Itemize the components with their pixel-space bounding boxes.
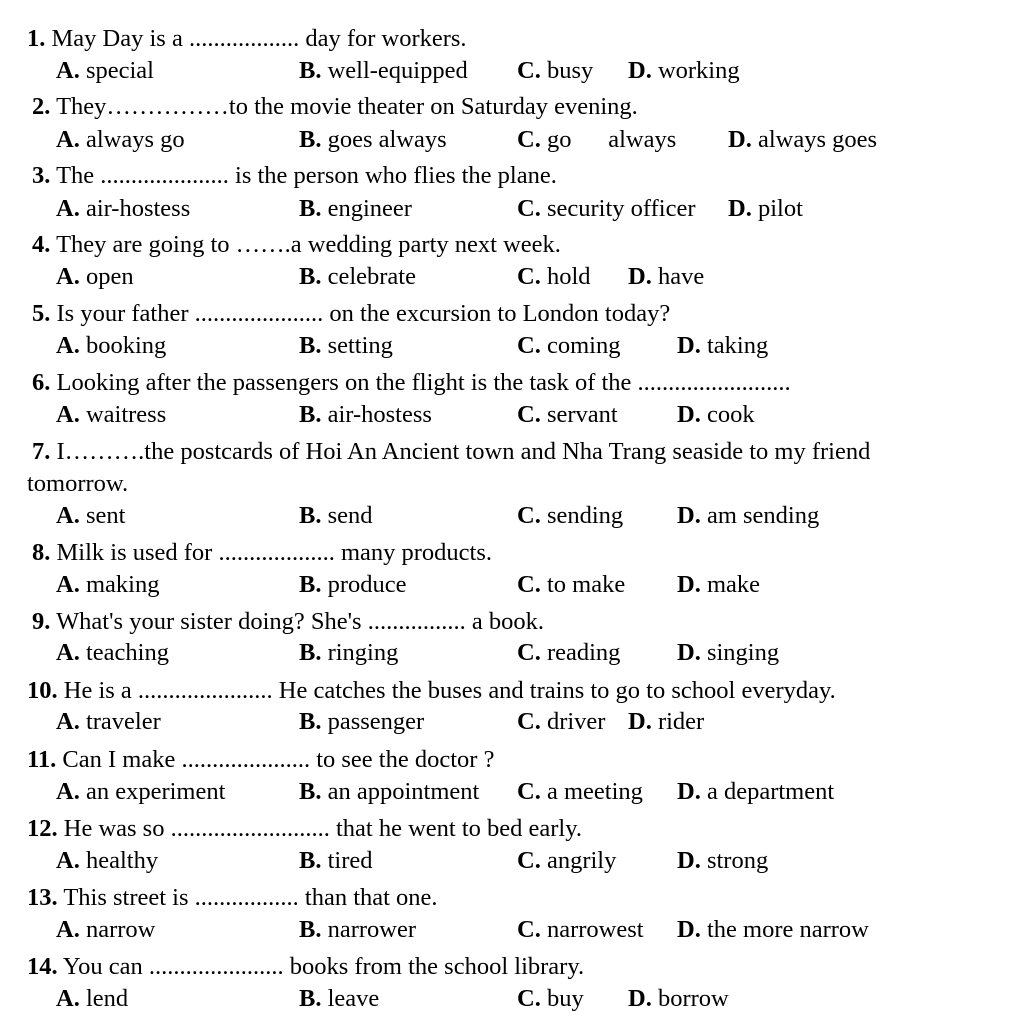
question-text: What's your sister doing? She's ................ a book.	[56, 608, 544, 635]
option-a[interactable]	[56, 128, 185, 153]
option-letter: B.	[299, 263, 322, 290]
option-a[interactable]	[56, 918, 155, 943]
option-b[interactable]	[299, 334, 393, 359]
option-text: a meeting	[546, 778, 643, 805]
option-text: booking	[85, 332, 167, 359]
option-text: narrow	[85, 916, 156, 943]
option-letter: B.	[299, 708, 322, 735]
option-text: hold	[546, 263, 591, 290]
option-c[interactable]	[517, 780, 643, 805]
question-text: You can ...................... books from the school library.	[62, 953, 585, 980]
option-d[interactable]	[677, 573, 760, 598]
option-b[interactable]	[299, 504, 373, 529]
option-d[interactable]	[677, 403, 755, 428]
option-letter: A.	[56, 778, 80, 805]
option-text: to make	[546, 571, 626, 598]
option-letter: D.	[677, 847, 701, 874]
question-number: 3.	[32, 162, 51, 189]
option-letter: D.	[677, 401, 701, 428]
option-text: an experiment	[85, 778, 226, 805]
question-6	[32, 371, 791, 396]
option-text: driver	[546, 708, 606, 735]
option-letter: D.	[628, 57, 652, 84]
option-c[interactable]	[517, 334, 620, 359]
question-text: I……….the postcards of Hoi An Ancient town and Nha Trang seaside to my friend	[56, 438, 871, 465]
option-text: always goes	[757, 126, 878, 153]
question-text: They……………to the movie theater on Saturday evening.	[56, 93, 638, 120]
option-letter: D.	[677, 639, 701, 666]
question-1	[27, 27, 467, 52]
option-text: setting	[327, 332, 393, 359]
option-d[interactable]	[628, 987, 729, 1012]
option-letter: A.	[56, 401, 80, 428]
option-c[interactable]	[517, 265, 591, 290]
option-text: produce	[327, 571, 407, 598]
option-d[interactable]	[677, 641, 779, 666]
question-number: 1.	[27, 25, 46, 52]
question-2	[32, 95, 638, 120]
option-letter: C.	[517, 126, 541, 153]
option-letter: B.	[299, 332, 322, 359]
option-text: well-equipped	[327, 57, 468, 84]
option-text: singing	[706, 639, 780, 666]
option-text: taking	[706, 332, 769, 359]
option-d[interactable]	[677, 849, 768, 874]
option-b[interactable]	[299, 987, 379, 1012]
question-3	[32, 164, 557, 189]
option-letter: C.	[517, 332, 541, 359]
option-letter: B.	[299, 502, 322, 529]
option-letter: C.	[517, 916, 541, 943]
option-letter: C.	[517, 263, 541, 290]
option-text: traveler	[85, 708, 161, 735]
option-letter: B.	[299, 57, 322, 84]
option-d[interactable]	[677, 334, 768, 359]
option-letter: B.	[299, 401, 322, 428]
option-text: busy	[546, 57, 594, 84]
question-text: This street is ................. than that one.	[63, 884, 438, 911]
option-letter: C.	[517, 708, 541, 735]
option-c[interactable]	[517, 573, 625, 598]
option-a[interactable]	[56, 334, 166, 359]
option-text: the more narrow	[706, 916, 869, 943]
option-text: strong	[706, 847, 769, 874]
option-letter: A.	[56, 847, 80, 874]
option-text: always go	[85, 126, 185, 153]
option-letter: C.	[517, 847, 541, 874]
option-text: security officer	[546, 195, 696, 222]
option-letter: A.	[56, 263, 80, 290]
question-text: He is a ...................... He catches the buses and trains to go to school everyday.	[63, 677, 836, 704]
option-c[interactable]	[517, 403, 618, 428]
option-text: teaching	[85, 639, 169, 666]
option-letter: B.	[299, 195, 322, 222]
question-10	[27, 679, 836, 704]
option-letter: D.	[728, 195, 752, 222]
option-letter: D.	[628, 263, 652, 290]
option-text: servant	[546, 401, 618, 428]
option-d[interactable]	[628, 710, 704, 735]
option-a[interactable]	[56, 849, 158, 874]
question-text: Can I make ..................... to see the doctor ?	[62, 746, 495, 773]
option-text: buy	[546, 985, 584, 1012]
option-a[interactable]	[56, 265, 134, 290]
question-text: He was so .......................... that he went to bed early.	[63, 815, 582, 842]
question-14	[27, 955, 584, 980]
question-text: May Day is a .................. day for workers.	[51, 25, 467, 52]
option-text: open	[85, 263, 134, 290]
option-letter: D.	[628, 708, 652, 735]
option-d[interactable]	[628, 59, 740, 84]
option-b[interactable]	[299, 710, 424, 735]
option-letter: C.	[517, 57, 541, 84]
option-letter: C.	[517, 571, 541, 598]
option-text: have	[657, 263, 705, 290]
option-c[interactable]	[517, 710, 605, 735]
option-a[interactable]	[56, 987, 128, 1012]
option-text: celebrate	[327, 263, 416, 290]
question-number: 2.	[32, 93, 51, 120]
option-text: sent	[85, 502, 126, 529]
option-letter: A.	[56, 639, 80, 666]
option-letter: B.	[299, 985, 322, 1012]
option-a[interactable]	[56, 710, 161, 735]
option-letter: C.	[517, 502, 541, 529]
option-letter: A.	[56, 916, 80, 943]
option-c[interactable]	[517, 128, 676, 153]
option-letter: D.	[677, 502, 701, 529]
option-letter: A.	[56, 985, 80, 1012]
option-letter: B.	[299, 916, 322, 943]
question-text: Is your father ..................... on the excursion to London today?	[56, 300, 671, 327]
option-letter: B.	[299, 126, 322, 153]
question-text: Looking after the passengers on the flight is the task of the .........................	[56, 369, 791, 396]
option-text: coming	[546, 332, 621, 359]
option-text: rider	[657, 708, 705, 735]
option-letter: A.	[56, 332, 80, 359]
option-text: angrily	[546, 847, 617, 874]
option-d[interactable]	[728, 197, 803, 222]
option-a[interactable]	[56, 573, 159, 598]
question-5	[32, 302, 670, 327]
option-text: sending	[546, 502, 624, 529]
question-number: 12.	[27, 815, 58, 842]
option-letter: A.	[56, 571, 80, 598]
option-d[interactable]	[677, 504, 819, 529]
option-d[interactable]	[677, 918, 869, 943]
question-number: 9.	[32, 608, 51, 635]
option-d[interactable]	[728, 128, 877, 153]
option-letter: D.	[677, 332, 701, 359]
question-4	[32, 233, 561, 258]
option-letter: C.	[517, 985, 541, 1012]
option-letter: A.	[56, 195, 80, 222]
option-a[interactable]	[56, 780, 225, 805]
option-a[interactable]	[56, 504, 125, 529]
question-number: 14.	[27, 953, 58, 980]
option-text: special	[85, 57, 154, 84]
question-number: 7.	[32, 438, 51, 465]
option-text: working	[657, 57, 740, 84]
question-text: The ..................... is the person who flies the plane.	[56, 162, 557, 189]
option-c[interactable]	[517, 197, 695, 222]
option-b[interactable]	[299, 59, 468, 84]
option-text: engineer	[327, 195, 412, 222]
option-letter: C.	[517, 401, 541, 428]
option-a[interactable]	[56, 403, 166, 428]
question-number: 11.	[27, 746, 57, 773]
question-number: 6.	[32, 369, 51, 396]
option-text: ringing	[327, 639, 399, 666]
question-text: They are going to …….a wedding party next week.	[56, 231, 561, 258]
option-text: narrower	[327, 916, 417, 943]
option-letter: A.	[56, 57, 80, 84]
option-letter: B.	[299, 571, 322, 598]
option-b[interactable]	[299, 918, 416, 943]
option-b[interactable]	[299, 403, 432, 428]
option-text: air-hostess	[327, 401, 432, 428]
option-letter: A.	[56, 708, 80, 735]
question-text: Milk is used for ................... many products.	[56, 539, 493, 566]
option-text: pilot	[757, 195, 803, 222]
option-text: borrow	[657, 985, 729, 1012]
question-number: 4.	[32, 231, 51, 258]
option-letter: A.	[56, 502, 80, 529]
option-c[interactable]	[517, 918, 644, 943]
option-b[interactable]	[299, 265, 416, 290]
option-text: reading	[546, 639, 621, 666]
option-a[interactable]	[56, 641, 169, 666]
option-text: narrowest	[546, 916, 644, 943]
option-letter: B.	[299, 847, 322, 874]
option-text: cook	[706, 401, 755, 428]
option-d[interactable]	[628, 265, 704, 290]
option-text: healthy	[85, 847, 159, 874]
question-number: 8.	[32, 539, 51, 566]
option-text: tired	[327, 847, 373, 874]
option-text: make	[706, 571, 761, 598]
option-b[interactable]	[299, 573, 407, 598]
option-b[interactable]	[299, 849, 373, 874]
option-text: am sending	[706, 502, 820, 529]
question-13	[27, 886, 438, 911]
question-9	[32, 610, 544, 635]
option-c[interactable]	[517, 641, 620, 666]
question-11	[27, 748, 494, 773]
question-number: 10.	[27, 677, 58, 704]
option-letter: D.	[628, 985, 652, 1012]
option-text: send	[327, 502, 373, 529]
option-letter: B.	[299, 778, 322, 805]
option-b[interactable]	[299, 128, 447, 153]
option-letter: C.	[517, 195, 541, 222]
option-c[interactable]	[517, 987, 584, 1012]
option-text: go always	[546, 126, 677, 153]
option-text: air-hostess	[85, 195, 191, 222]
option-d[interactable]	[677, 780, 834, 805]
option-a[interactable]	[56, 197, 190, 222]
question-number: 5.	[32, 300, 51, 327]
option-text: goes always	[327, 126, 447, 153]
option-letter: D.	[677, 571, 701, 598]
option-text: making	[85, 571, 160, 598]
option-letter: D.	[677, 778, 701, 805]
question-12	[27, 817, 582, 842]
question-8	[32, 541, 492, 566]
option-text: waitress	[85, 401, 167, 428]
option-text: a department	[706, 778, 835, 805]
option-text: leave	[327, 985, 380, 1012]
option-b[interactable]	[299, 197, 412, 222]
question-continuation: tomorrow.	[27, 470, 129, 497]
option-b[interactable]	[299, 641, 398, 666]
question-number: 13.	[27, 884, 58, 911]
question-7	[32, 440, 870, 465]
option-a[interactable]	[56, 59, 154, 84]
option-letter: D.	[677, 916, 701, 943]
option-text: an appointment	[327, 778, 480, 805]
option-letter: B.	[299, 639, 322, 666]
option-c[interactable]	[517, 504, 623, 529]
option-letter: C.	[517, 639, 541, 666]
option-c[interactable]	[517, 59, 593, 84]
option-letter: A.	[56, 126, 80, 153]
option-text: passenger	[327, 708, 425, 735]
option-letter: C.	[517, 778, 541, 805]
option-text: lend	[85, 985, 129, 1012]
option-b[interactable]	[299, 780, 479, 805]
option-c[interactable]	[517, 849, 616, 874]
option-letter: D.	[728, 126, 752, 153]
